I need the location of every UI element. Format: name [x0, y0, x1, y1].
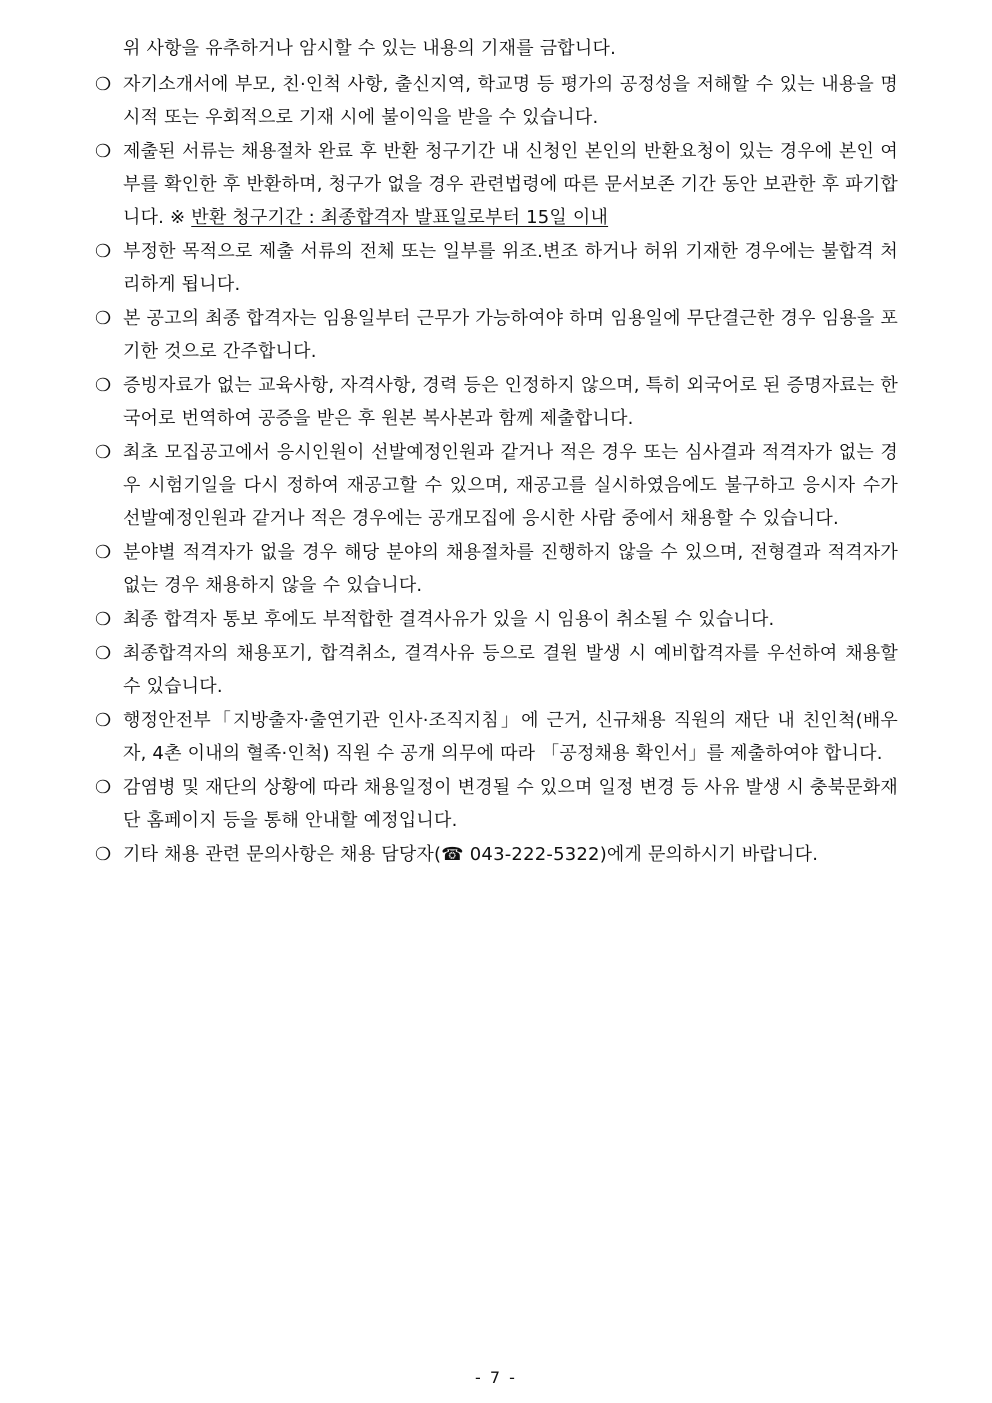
item-text: 부정한 목적으로 제출 서류의 전체 또는 일부를 위조.변조 하거나 허위 기재한 경우에는 불합격 처리하게 됩니다. [123, 241, 898, 295]
circle-bullet-icon: ❍ [95, 609, 112, 630]
list-item [93, 603, 898, 636]
item-text: 감염병 및 재단의 상황에 따라 채용일정이 변경될 수 있으며 일정 변경 등 사유 발생 시 충북문화재단 홈페이지 등을 통해 안내할 예정입니다. [123, 777, 898, 831]
notice-list [93, 68, 898, 872]
circle-bullet-icon: ❍ [95, 844, 112, 865]
item-text: 증빙자료가 없는 교육사항, 자격사항, 경력 등은 인정하지 않으며, 특히 외국어로 된 증명자료는 한국어로 번역하여 공증을 받은 후 원본 복사본과 함께 제출합니다. [123, 375, 898, 429]
item-text: 최종 합격자 통보 후에도 부적합한 결격사유가 있을 시 임용이 취소될 수 있습니다. [123, 609, 775, 630]
circle-bullet-icon: ❍ [95, 442, 112, 463]
list-item [93, 235, 898, 301]
circle-bullet-icon: ❍ [95, 542, 112, 563]
item-text: 제출된 서류는 채용절차 완료 후 반환 청구기간 내 신청인 본인의 반환요청이 있는 경우에 본인 여부를 확인한 후 반환하며, 청구가 없을 경우 관련법령에 따른 문서보존 기간 동안 보관한 후 파기합니다. ※ [123, 141, 898, 228]
item-text: 자기소개서에 부모, 친·인척 사항, 출신지역, 학교명 등 평가의 공정성을 저해할 수 있는 내용을 명시적 또는 우회적으로 기재 시에 불이익을 받을 수 있습니다. [123, 74, 898, 128]
circle-bullet-icon: ❍ [95, 241, 112, 262]
list-item [93, 637, 898, 703]
circle-bullet-icon: ❍ [95, 777, 112, 798]
continuation-text: 위 사항을 유추하거나 암시할 수 있는 내용의 기재를 금합니다. [123, 38, 616, 59]
page-number: - 7 - [475, 1368, 517, 1387]
circle-bullet-icon: ❍ [95, 308, 112, 329]
list-item [93, 436, 898, 535]
list-item [93, 302, 898, 368]
circle-bullet-icon: ❍ [95, 375, 112, 396]
item-text: 본 공고의 최종 합격자는 임용일부터 근무가 가능하여야 하며 임용일에 무단결근한 경우 임용을 포기한 것으로 간주합니다. [123, 308, 898, 362]
list-item [93, 536, 898, 602]
list-item [93, 838, 898, 871]
return-period-note: 반환 청구기간 : 최종합격자 발표일로부터 15일 이내 [191, 207, 609, 228]
circle-bullet-icon: ❍ [95, 710, 112, 731]
circle-bullet-icon: ❍ [95, 74, 112, 95]
item-text: 최종합격자의 채용포기, 합격취소, 결격사유 등으로 결원 발생 시 예비합격자를 우선하여 채용할 수 있습니다. [123, 643, 898, 697]
item-text: 행정안전부「지방출자·출연기관 인사·조직지침」에 근거, 신규채용 직원의 재단 내 친인척(배우자, 4촌 이내의 혈족·인척) 직원 수 공개 의무에 따라 「공정채용 확인서」를 제출하여야 합니다. [123, 710, 898, 764]
list-item [93, 704, 898, 770]
list-item [93, 771, 898, 837]
item-text: 최초 모집공고에서 응시인원이 선발예정인원과 같거나 적은 경우 또는 심사결과 적격자가 없는 경우 시험기일을 다시 정하여 재공고할 수 있으며, 재공고를 실시하였음에도 불구하고 응시자 수가 선발예정인원과 같거나 적은 경우에는 공개모집에 응시한 사람 중에서 채용할 수 있습니다. [123, 442, 898, 529]
list-item [93, 135, 898, 234]
list-item [93, 68, 898, 134]
circle-bullet-icon: ❍ [95, 643, 112, 664]
item-text: 분야별 적격자가 없을 경우 해당 분야의 채용절차를 진행하지 않을 수 있으며, 전형결과 적격자가 없는 경우 채용하지 않을 수 있습니다. [123, 542, 898, 596]
circle-bullet-icon: ❍ [95, 141, 112, 162]
list-item [93, 369, 898, 435]
item-text: 기타 채용 관련 문의사항은 채용 담당자(☎ 043-222-5322)에게 문의하시기 바랍니다. [123, 844, 819, 865]
